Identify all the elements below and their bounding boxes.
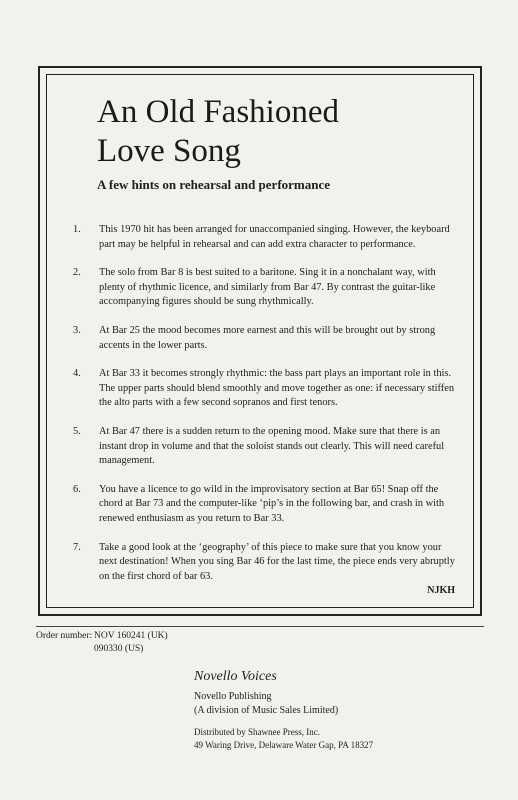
- hint-text: This 1970 hit has been arranged for unaccompanied singing. However, the keyboard part may be helpful in rehearsal and can add extra character to performance.: [99, 224, 450, 250]
- hint-number: 5.: [73, 425, 81, 437]
- publisher-block: [194, 670, 338, 718]
- order-number-us: 090330 (US): [94, 644, 144, 654]
- divider: [36, 626, 484, 627]
- publisher-name: Novello Publishing: [194, 691, 272, 702]
- hint-text: At Bar 33 it becomes strongly rhythmic: the bass part plays an important role in this. The upper parts should blend smoothly and move together as one: if necessary stiffen the alto parts with a few second sopranos and first tenors.: [99, 368, 455, 409]
- page-title: [97, 93, 339, 171]
- hint-number: 6.: [73, 483, 81, 495]
- page-border: [38, 66, 482, 616]
- hint-item: [69, 367, 461, 411]
- hint-text: At Bar 47 there is a sudden return to the opening mood. Make sure that there is an instant drop in volume and that the soloist stands out clearly. This will need careful management.: [99, 425, 445, 467]
- hint-item: [69, 324, 461, 353]
- order-number-uk: NOV 160241 (UK): [94, 631, 168, 641]
- publisher-division: (A division of Music Sales Limited): [194, 705, 339, 716]
- page-subtitle: A few hints on rehearsal and performance: [97, 177, 331, 192]
- hint-number: 2.: [73, 267, 81, 279]
- hint-number: 7.: [73, 541, 81, 553]
- hint-item: [69, 541, 461, 585]
- signature: NJKH: [427, 585, 455, 596]
- hint-text: You have a licence to go wild in the improvisatory section at Bar 65! Snap off the chord at Bar 73 and the computer-like ‘pip’s in the following bar, and crash in with renewed enthusiasm as you return to Bar 33.: [99, 483, 445, 524]
- title-line-1: An Old Fashioned: [97, 94, 339, 130]
- hint-text: The solo from Bar 8 is best suited to a baritone. Sing it in a nonchalant way, with plenty of rhythmic licence, and similarly from Bar 47. By contrast the guitar-like accompanying figures should be sung rhythmically.: [99, 267, 436, 308]
- hint-number: 4.: [73, 368, 81, 380]
- distributor-line-1: Distributed by Shawnee Press, Inc.: [194, 727, 320, 737]
- title-line-2: Love Song: [97, 133, 241, 169]
- hint-number: 1.: [73, 224, 81, 235]
- hint-text: At Bar 25 the mood becomes more earnest and this will be brought out by strong accents in the lower parts.: [99, 324, 436, 351]
- order-number: [36, 630, 168, 656]
- hint-number: 3.: [73, 324, 81, 336]
- hint-item: [69, 266, 461, 310]
- hints-list: [69, 223, 461, 598]
- order-label: Order number:: [36, 631, 93, 641]
- inner-border: [46, 74, 474, 608]
- series-name: Novello Voices: [194, 669, 277, 684]
- distributor-block: [194, 726, 373, 752]
- hint-text: Take a good look at the ‘geography’ of this piece to make sure that you know your next destination! When you sing Bar 46 for the last time, the piece ends very abruptly on the first chord of bar 63.: [99, 541, 455, 582]
- hint-item: [69, 483, 461, 527]
- hint-item: [69, 223, 461, 252]
- distributor-line-2: 49 Waring Drive, Delaware Water Gap, PA 18327: [194, 740, 374, 750]
- hint-item: [69, 425, 461, 469]
